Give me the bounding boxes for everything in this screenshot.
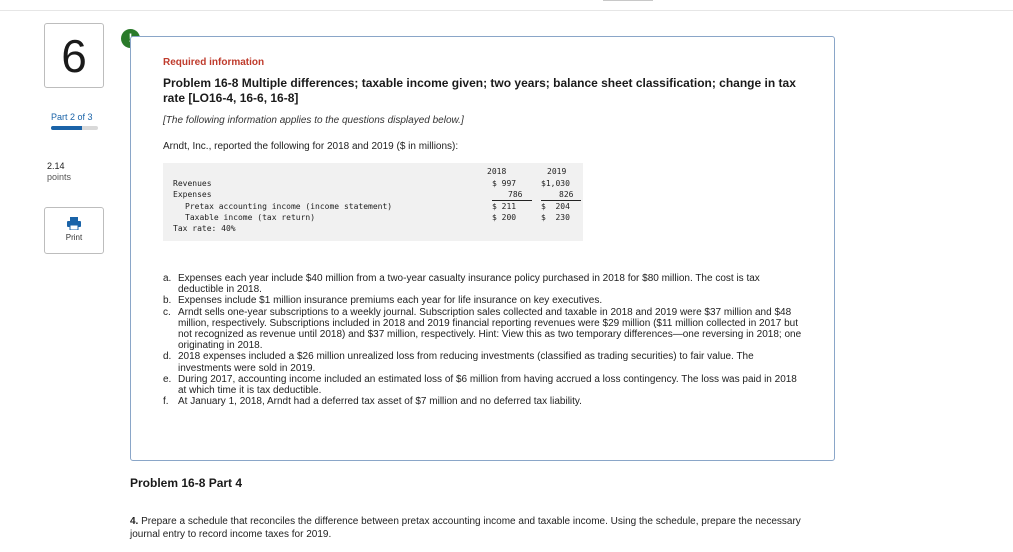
taxable-income-2018: $ 200 xyxy=(492,213,517,222)
list-item: a. Expenses each year include $40 million from a two-year casualty insurance policy purchased in 2018 for $80 million. The cost is tax deductible in 2018. xyxy=(163,273,760,296)
part4-text: Prepare a schedule that reconciles the difference between pretax accounting income and taxable income. Using the schedule, prepare the necessary journal entry to record income taxes for 2019. xyxy=(130,516,801,540)
part4-title: Problem 16-8 Part 4 xyxy=(130,476,243,490)
print-label: Print xyxy=(65,233,83,242)
intro-text: Arndt, Inc., reported the following for 2018 and 2019 ($ in millions): xyxy=(163,141,459,152)
problem-title: Problem 16-8 Multiple differences; taxable income given; two years; balance sheet classification; change in tax rate [LO16-4, 16-6, 16-8] xyxy=(163,76,796,105)
points-value: 2.14 xyxy=(47,161,65,171)
pretax-income-2019: $ 204 xyxy=(541,202,570,211)
part4-instructions xyxy=(130,515,820,541)
part4-number: 4. xyxy=(130,516,139,527)
expenses-2019: 826 xyxy=(559,190,574,199)
row-label-taxable-income: Taxable income (tax return) xyxy=(185,213,316,222)
points-label: points xyxy=(47,172,72,182)
expenses-2018: 786 xyxy=(508,190,523,199)
row-label-expenses: Expenses xyxy=(173,190,212,199)
print-button[interactable] xyxy=(44,207,104,254)
printer-icon xyxy=(67,217,81,230)
question-number: 6 xyxy=(44,23,104,88)
subtotal-rule-2019 xyxy=(541,200,581,201)
list-item: e. During 2017, accounting income included an estimated loss of $6 million from having accrued a loss contingency. The loss was paid in 2018 at which time it is tax deductible. xyxy=(163,373,797,397)
list-item: d. 2018 expenses included a $26 million unrealized loss from reducing investments (classified as trading securities) to fair value. The investments were sold in 2019. xyxy=(163,351,754,374)
pretax-income-2018: $ 211 xyxy=(492,202,517,211)
column-header-2018: 2018 xyxy=(487,167,507,176)
top-divider-mark xyxy=(603,0,653,1)
list-item: c. Arndt sells one-year subscriptions to a weekly journal. Subscription sales collected and taxable in 2018 and 2019 were $37 million and $48 million, respectively. Subscriptions included in 2018 and 2019 financial reporting revenues were $29 million ($11 million collected in 2017 but not recognized as revenue until 2018) and $37 million, respectively. Hint: View this as two temporary differences—one reversing in 2018; one originating in 2018. xyxy=(163,306,802,352)
applies-note: [The following information applies to the questions displayed below.] xyxy=(163,115,464,126)
tax-rate: Tax rate: 40% xyxy=(173,224,236,233)
financial-data-table xyxy=(163,163,583,241)
list-item: f. At January 1, 2018, Arndt had a deferred tax asset of $7 million and no deferred tax liability. xyxy=(163,396,582,408)
top-divider xyxy=(0,10,1013,11)
row-label-pretax-income: Pretax accounting income (income statement) xyxy=(185,202,393,211)
part-progress-bar xyxy=(51,126,98,130)
row-label-revenues: Revenues xyxy=(173,179,212,188)
revenues-2019: $1,030 xyxy=(541,179,570,188)
column-header-2019: 2019 xyxy=(547,167,567,176)
facts-list xyxy=(163,273,803,407)
taxable-income-2019: $ 230 xyxy=(541,213,570,222)
part-progress-fill xyxy=(51,126,82,130)
subtotal-rule-2018 xyxy=(492,200,532,201)
part-indicator: Part 2 of 3 xyxy=(51,112,93,122)
required-info-heading: Required information xyxy=(163,57,265,68)
required-information-panel xyxy=(130,36,835,461)
revenues-2018: $ 997 xyxy=(492,179,517,188)
list-item: b. Expenses include $1 million insurance premiums each year for life insurance on key executives. xyxy=(163,295,603,307)
